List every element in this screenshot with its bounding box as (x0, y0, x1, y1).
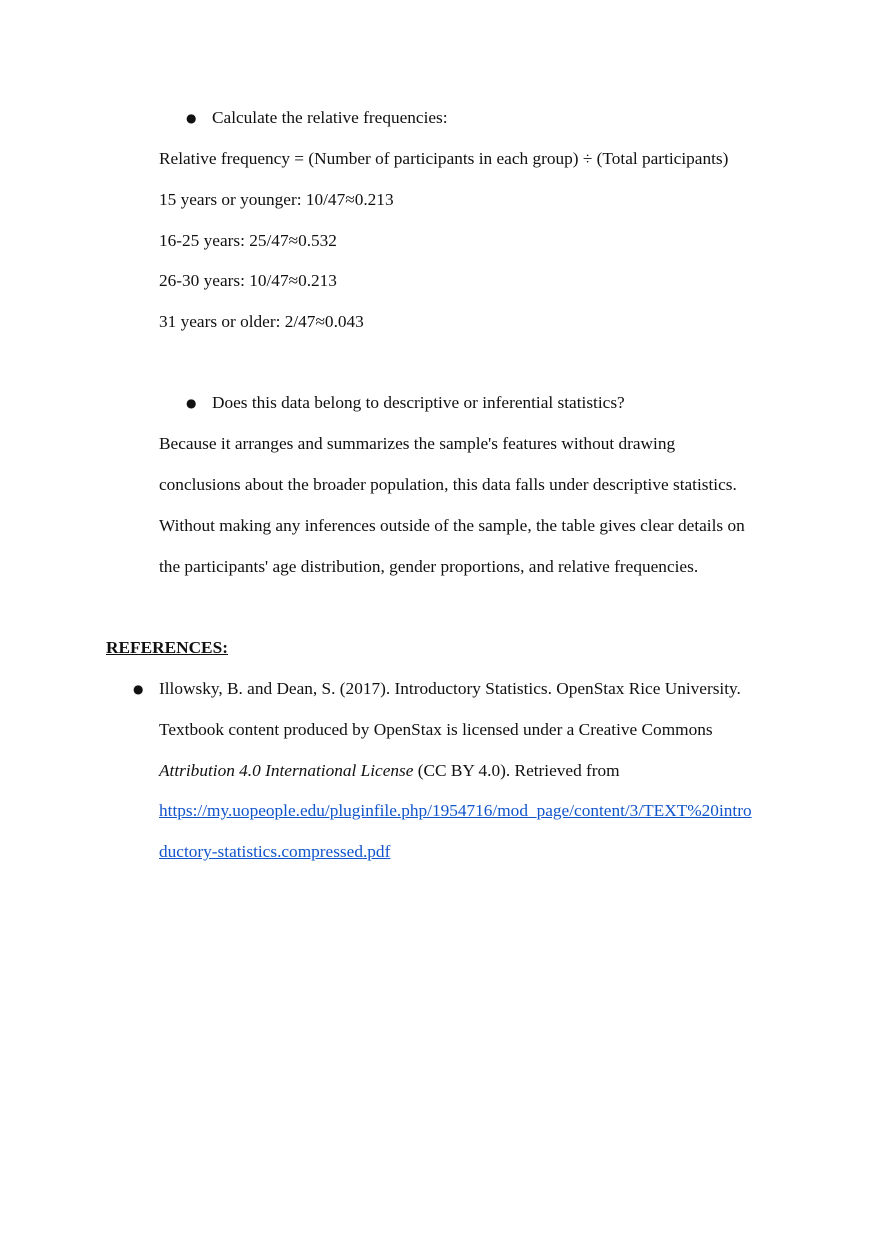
answer-line: conclusions about the broader population, this data falls under descriptive statistics. (159, 475, 737, 494)
reference-line: Illowsky, B. and Dean, S. (2017). Introductory Statistics. OpenStax Rice University. (159, 679, 741, 698)
reference-line (159, 760, 620, 782)
frequency-row: 16-25 years: 25/47≈0.532 (159, 231, 337, 250)
reference-line: Textbook content produced by OpenStax is licensed under a Creative Commons (159, 720, 713, 739)
question-statistics-type: Does this data belong to descriptive or inferential statistics? (212, 393, 625, 412)
references-heading: REFERENCES: (106, 638, 228, 657)
reference-url-link[interactable] (159, 800, 752, 822)
formula-text: Relative frequency = (Number of participants in each group) ÷ (Total participants) (159, 149, 729, 168)
answer-line: the participants' age distribution, gender proportions, and relative frequencies. (159, 557, 699, 576)
reference-url-part1[interactable]: https://my.uopeople.edu/pluginfile.php/1954716/mod_page/content/3/TEXT%20intro (159, 801, 752, 820)
bullet-icon: ● (133, 682, 144, 696)
question-relative-frequencies: Calculate the relative frequencies: (212, 108, 448, 127)
bullet-icon: ● (186, 396, 197, 410)
license-name: Attribution 4.0 International License (159, 761, 414, 780)
license-suffix: (CC BY 4.0). Retrieved from (413, 761, 620, 780)
frequency-row: 15 years or younger: 10/47≈0.213 (159, 190, 394, 209)
frequency-row: 31 years or older: 2/47≈0.043 (159, 312, 364, 331)
bullet-icon: ● (186, 111, 197, 125)
reference-url-link[interactable] (159, 841, 390, 863)
answer-line: Without making any inferences outside of the sample, the table gives clear details on (159, 516, 745, 535)
frequency-row: 26-30 years: 10/47≈0.213 (159, 271, 337, 290)
answer-line: Because it arranges and summarizes the sample's features without drawing (159, 434, 676, 453)
reference-url-part2[interactable]: ductory-statistics.compressed.pdf (159, 842, 391, 861)
